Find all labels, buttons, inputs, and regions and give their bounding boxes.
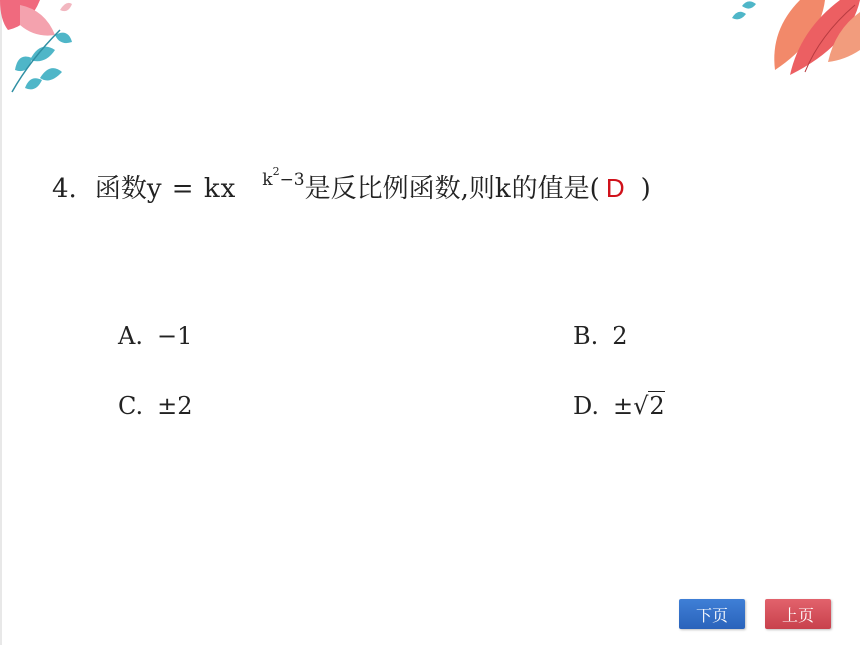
exponent: [262, 165, 305, 190]
leaf-decoration-top-left-icon: [0, 0, 90, 95]
exponent-base: k: [262, 170, 273, 190]
question-text-before: 函数: [94, 174, 147, 204]
option-letter: B.: [573, 322, 599, 350]
option-letter: A.: [118, 322, 143, 350]
answer-label: D: [605, 173, 625, 203]
question-line: [52, 165, 651, 205]
exponent-power: 2: [272, 165, 280, 179]
option-b: [573, 322, 628, 350]
option-d: [573, 392, 665, 420]
option-a: [118, 322, 192, 350]
slide-border: [0, 0, 2, 645]
k-variable: k: [494, 174, 512, 204]
sqrt-symbol-icon: √: [633, 392, 649, 420]
question-text-end: 的值是(: [511, 174, 600, 204]
option-letter: D.: [573, 392, 600, 420]
option-sign: ±: [613, 392, 634, 420]
option-value: 2: [612, 322, 628, 350]
option-value: ±2: [157, 392, 193, 420]
feather-decoration-top-right-icon: [730, 0, 860, 80]
question-number: 4.: [52, 174, 77, 204]
function-expression: y = kx: [146, 174, 237, 204]
option-letter: C.: [118, 392, 144, 420]
option-value: −1: [156, 322, 193, 350]
exponent-rest: −3: [279, 170, 305, 190]
option-c: [118, 392, 193, 420]
next-page-button[interactable]: 下页: [679, 599, 745, 629]
close-paren: ): [640, 174, 651, 204]
sqrt-value: 2: [649, 392, 665, 420]
prev-page-button[interactable]: 上页: [765, 599, 831, 629]
question-text-after: 是反比例函数,则: [304, 174, 495, 204]
